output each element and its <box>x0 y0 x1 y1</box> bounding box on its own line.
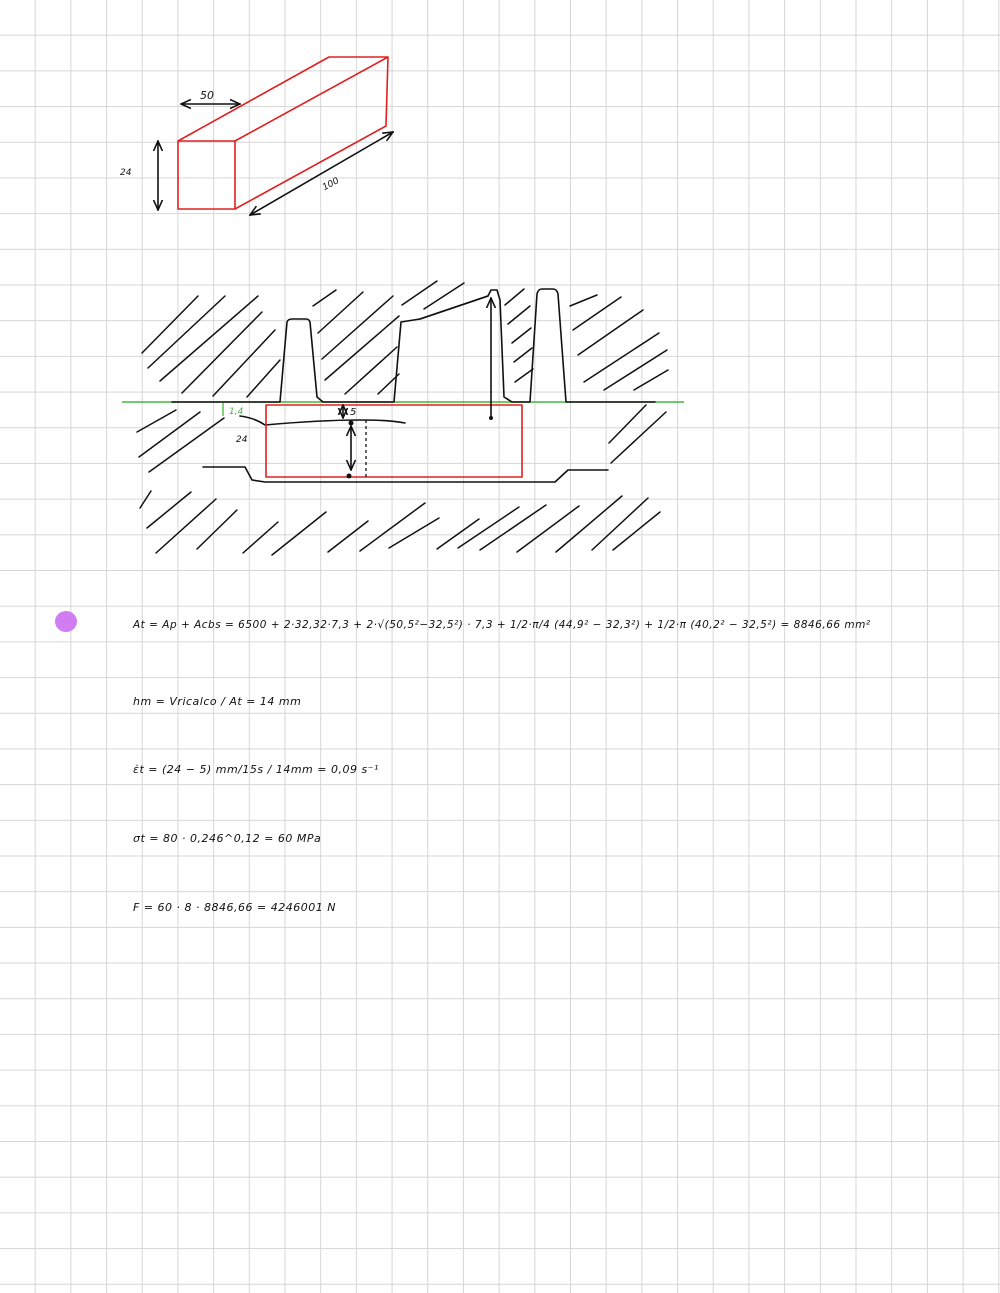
length-label: 100 <box>321 176 341 194</box>
marker-dot <box>55 611 77 632</box>
gap-top-label: 1,4 <box>229 407 244 417</box>
die-section-drawing <box>122 281 684 555</box>
stress-equation: σt = 80 · 0,246^0,12 = 60 MPa <box>133 832 322 845</box>
width-label: 50 <box>200 89 214 102</box>
block-drawing <box>120 57 393 215</box>
gap-small-label: 5 <box>350 407 357 418</box>
force-equation: F = 60 · 8 · 8846,66 = 4246001 N <box>133 901 336 914</box>
strain-rate-equation: ε̇t = (24 − 5) mm/15s / 14mm = 0,09 s⁻¹ <box>133 763 379 776</box>
height-equation: hm = Vricalco / At = 14 mm <box>133 695 302 708</box>
height-label: 24 <box>120 168 132 178</box>
area-equation: At = Ap + Acbs = 6500 + 2·32,32·7,3 + 2·√(50,5²−32,5²) · 7,3 + 1/2·π/4 (44,9² − 32,3²) + 1/2·π (40,2² − 32,5²) = 8846,66 mm² <box>133 619 871 631</box>
section-height-label: 24 <box>236 435 248 445</box>
